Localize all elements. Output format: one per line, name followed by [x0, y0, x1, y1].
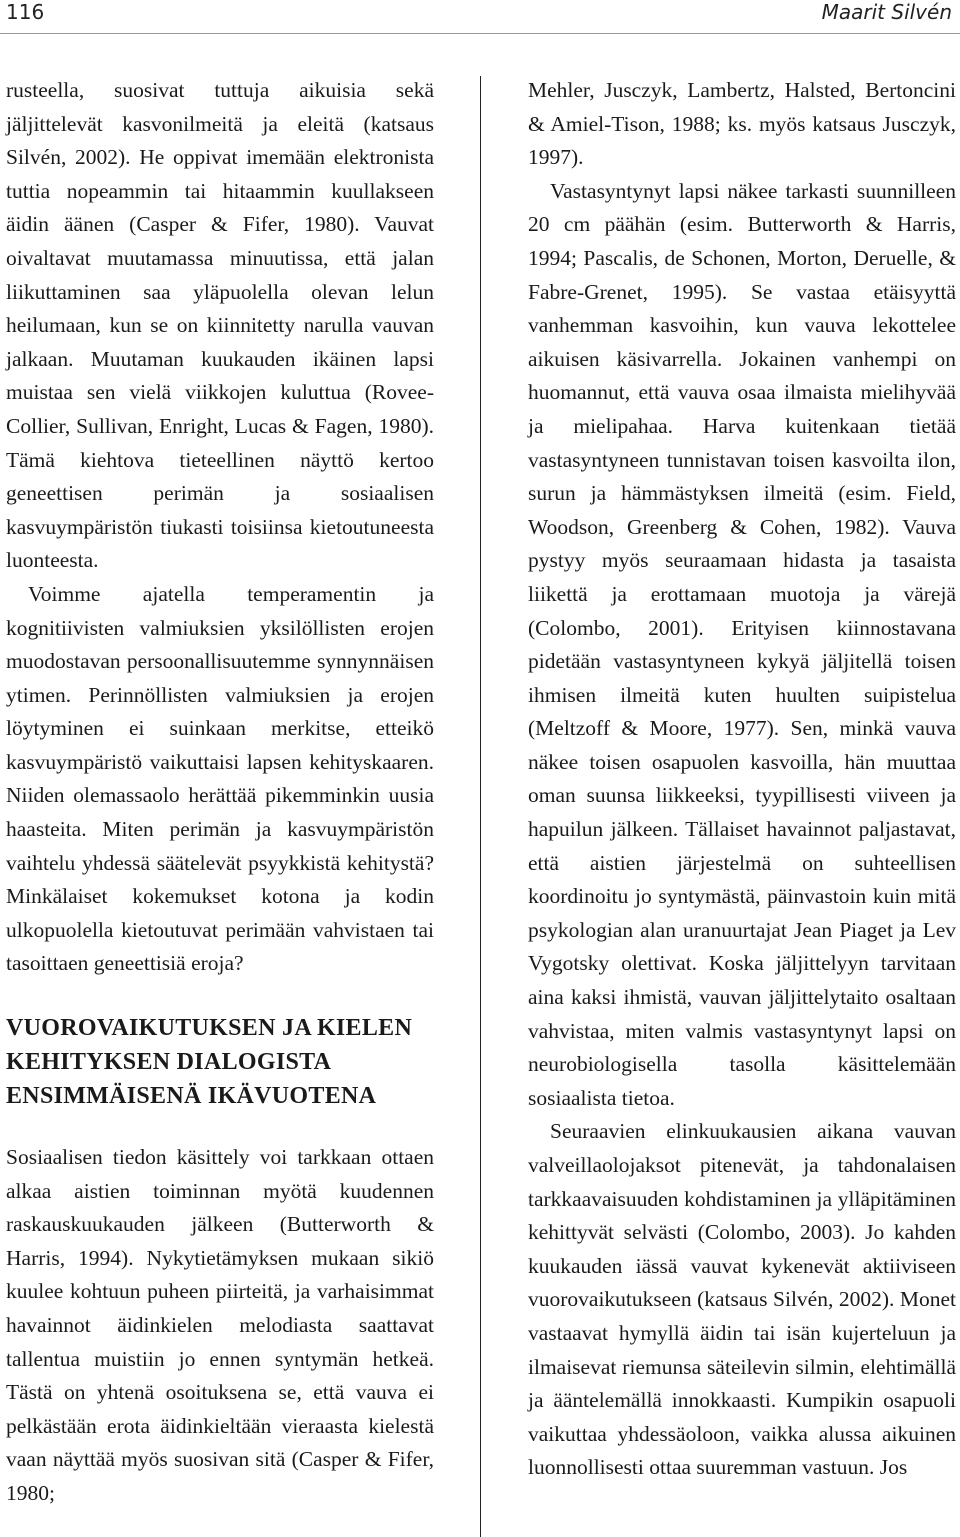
- paragraph: Vastasyntynyt lapsi näkee tarkasti suunnilleen 20 cm päähän (esim. Butterworth & Harris, 1994; Pascalis, de Schonen, Morton, Deruelle, & Fabre-Grenet, 1995). Se vastaa etäisyyttä vanhemman kasvoihin, kun vauva lekottelee aikuisen käsivarrella. Jokainen vanhempi on huomannut, että vauva osaa ilmaista mielihyvää ja mielipahaa. Harva kuitenkaan tietää vastasyntyneen tunnistavan toisen kasvoilta ilon, surun ja hämmästyksen ilmeitä (esim. Field, Woodson, Greenberg & Cohen, 1982). Vauva pystyy myös seuraamaan hidasta ja tasaista liikettä ja erottamaan muotoja ja värejä (Colombo, 2001). Erityisen kiinnostavana pidetään vastasyntyneen kykyä jäljitellä toisen ihmisen ilmeitä kuten huulten suipistelua (Meltzoff & Moore, 1977). Sen, minkä vauva näkee toisen osapuolen kasvoilla, hän muuttaa oman suunsa liikkeeksi, tyypillisesti viiveen ja hapuilun jälkeen. Tällaiset havainnot paljastavat, että aistien järjestelmä on suhteellisen koordinoitu jo syntymästä, päinvastoin kuin mitä psykologian alan uranuurtajat Jean Piaget ja Lev Vygotsky olettivat. Koska jäljittelyyn tarvitaan aina kaksi ihmistä, vauvan jäljittelytaito osaltaan vahvistaa, miten valmis vastasyntynyt lapsi on neurobiologisella tasolla käsittelemään sosiaalista tietoa.: [528, 178, 956, 1110]
- paragraph: Voimme ajatella temperamentin ja kognitiivisten valmiuksien yksilöllisten erojen muodostavan persoonallisuutemme synnynnäisen ytimen. Perinnöllisten valmiuksien ja erojen löytyminen ei suinkaan merkitse, etteikö kasvuympäristö vaikuttaisi lapsen kehityskaaren. Niiden olemassaolo herättää pikemminkin uusia haasteita. Miten perimän ja kasvuympäristön vaihtelu yhdessä säätelevät psyykkistä kehitystä? Minkälaiset kokemukset kotona ja kodin ulkopuolella kietoutuvat perimään vahvistaen tai tasoittaen geneettisiä eroja?: [6, 581, 434, 976]
- column-divider: [480, 76, 481, 1537]
- paragraph: Mehler, Jusczyk, Lambertz, Halsted, Bertoncini & Amiel-Tison, 1988; ks. myös katsaus Jusczyk, 1997).: [528, 78, 956, 170]
- section-heading-line: KEHITYKSEN DIALOGISTA: [6, 1049, 332, 1076]
- paragraph: rusteella, suosivat tuttuja aikuisia sekä jäljittelevät kasvonilmeitä ja eleitä (katsaus Silvén, 2002). He oppivat imemään elektronista tuttia nopeammin tai hitaammin kuullakseen äidin äänen (Casper & Fifer, 1980). Vauvat oivaltavat muutamassa minuutissa, että jalan liikuttaminen saa yläpuolella olevan lelun heilumaan, kun se on kiinnitetty narulla vauvan jalkaan. Muutaman kuukauden ikäinen lapsi muistaa sen vielä viikkojen kuluttua (Rovee-Collier, Sullivan, Enright, Lucas & Fagen, 1980). Tämä kiehtova tieteellinen näyttö kertoo geneettisen perimän ja sosiaalisen kasvuympäristön tiukasti toisiinsa kietoutuneesta luonteesta.: [6, 78, 434, 573]
- paragraph: Seuraavien elinkuukausien aikana vauvan valveillaolojaksot pitenevät, ja tahdonalaisen tarkkaavaisuuden kohdistaminen ja ylläpitäminen kehittyvät selvästi (Colombo, 2003). Jo kahden kuukauden iässä vauvat kykenevät aktiiviseen vuorovaikutukseen (katsaus Silvén, 2002). Monet vastaavat hymyllä äidin tai isän kujerteluun ja ilmaisevat riemunsa säteilevin silmin, elehtimällä ja ääntelemällä innokkaasti. Kumpikin osapuoli vaikuttaa yhdessäoloon, vaikka alussa aikuinen luonnollisesti ottaa suuremman vastuun. Jos: [528, 1119, 956, 1480]
- page-number: 116: [6, 0, 45, 24]
- page-header: [0, 0, 960, 28]
- section-heading-line: VUOROVAIKUTUKSEN JA KIELEN: [6, 1015, 413, 1042]
- header-rule: [0, 33, 960, 34]
- left-column: [6, 74, 434, 1511]
- paragraph: Sosiaalisen tiedon käsittely voi tarkkaan ottaen alkaa aistien toiminnan myötä kuudennen raskauskuukauden jälkeen (Butterworth & Harris, 1994). Nykytietämyksen mukaan sikiö kuulee kohtuun puheen piirteitä, ja varhaisimmat havainnot äidinkielen melodiasta saattavat tallentua muistiin jo ennen syntymän hetkeä. Tästä on yhtenä osoituksena se, että vauva ei pelkästään erota äidinkieltään vieraasta kielestä vaan näyttää myös suosivan sitä (Casper & Fifer, 1980;: [6, 1145, 434, 1505]
- section-heading: [6, 1011, 434, 1113]
- right-column: [528, 74, 956, 1485]
- section-heading-line: ENSIMMÄISENÄ IKÄVUOTENA: [6, 1083, 377, 1110]
- running-head-author: Maarit Silvén: [821, 0, 952, 24]
